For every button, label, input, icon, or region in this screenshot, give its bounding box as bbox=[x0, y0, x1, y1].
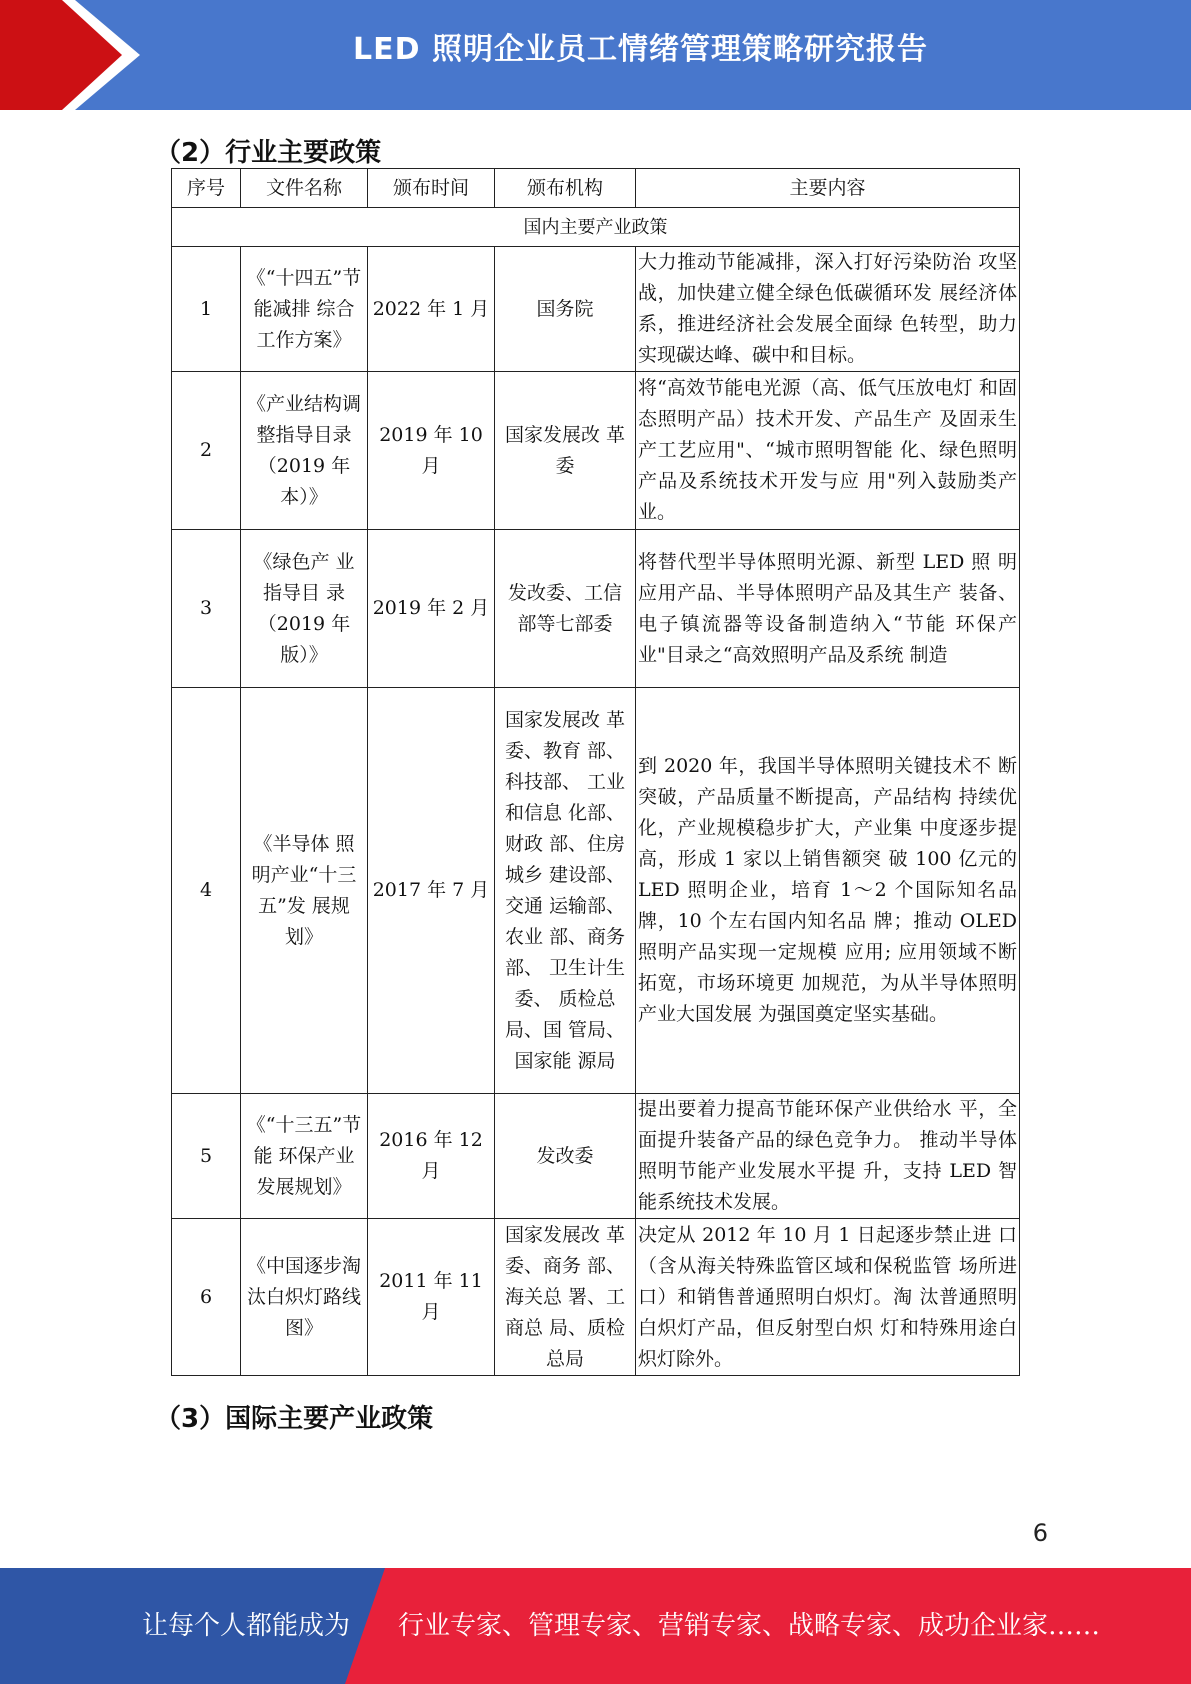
page-footer bbox=[0, 1568, 1191, 1684]
cell-no: 2 bbox=[172, 372, 241, 530]
page-header bbox=[0, 0, 1191, 110]
footer-slogan-left: 让每个人都能成为 bbox=[142, 1611, 351, 1641]
cell-date: 2011 年 11 月 bbox=[368, 1219, 495, 1376]
page-number: 6 bbox=[1032, 1519, 1048, 1547]
footer-slogan-right: 行业专家、管理专家、营销专家、战略专家、成功企业家…… bbox=[398, 1611, 1101, 1641]
cell-name: 《产业结构调整指导目录（2019 年本）》 bbox=[241, 372, 368, 530]
cell-org: 国家发展改 革委、商务 部、海关总 署、工商总 局、质检总局 bbox=[495, 1219, 636, 1376]
cell-org: 发改委 bbox=[495, 1094, 636, 1219]
cell-name: 《中国逐步淘汰白炽灯路线图》 bbox=[241, 1219, 368, 1376]
policy-table bbox=[171, 168, 1020, 1376]
cell-org: 国务院 bbox=[495, 247, 636, 372]
cell-no: 6 bbox=[172, 1219, 241, 1376]
section-heading-international-policy: （3）国际主要产业政策 bbox=[155, 1404, 434, 1434]
cell-name: 《“十三五”节能 环保产业 发展规划》 bbox=[241, 1094, 368, 1219]
header-org: 颁布机构 bbox=[495, 169, 636, 208]
cell-no: 5 bbox=[172, 1094, 241, 1219]
cell-date: 2019 年 2 月 bbox=[368, 530, 495, 688]
table-row bbox=[172, 688, 1020, 1094]
section-heading-industry-policy: （2）行业主要政策 bbox=[155, 138, 382, 168]
table-row bbox=[172, 247, 1020, 372]
cell-date: 2016 年 12 月 bbox=[368, 1094, 495, 1219]
report-title: LED 照明企业员工情绪管理策略研究报告 bbox=[353, 32, 928, 67]
cell-name: 《绿色产 业指导目 录（2019 年版）》 bbox=[241, 530, 368, 688]
cell-content: 提出要着力提高节能环保产业供给水 平，全面提升装备产品的绿色竞争力。 推动半导体照明节能产业发展水平提 升，支持 LED 智能系统技术发展。 bbox=[636, 1094, 1020, 1219]
cell-org: 国家发展改 革委、教育 部、科技部、 工业和信息 化部、财政 部、住房城乡 建设部、交通 运输部、农业 部、商务部、 卫生计生委、 质检总局、国 管局、国家能 源局 bbox=[495, 688, 636, 1094]
cell-org: 国家发展改 革委 bbox=[495, 372, 636, 530]
cell-name: 《“十四五”节能减排 综合工作方案》 bbox=[241, 247, 368, 372]
cell-content: 将替代型半导体照明光源、新型 LED 照 明应用产品、半导体照明产品及其生产 装备、电子镇流器等设备制造纳入“节能 环保产业"目录之“高效照明产品及系统 制造 bbox=[636, 530, 1020, 688]
cell-no: 1 bbox=[172, 247, 241, 372]
cell-content: 到 2020 年，我国半导体照明关键技术不 断突破，产品质量不断提高，产品结构 持续优化，产业规模稳步扩大，产业集 中度逐步提高，形成 1 家以上销售额突 破 100 亿元的 LED 照明企业，培育 1～2 个国际知名品牌，10 个左右国内知名品 牌；推动 OLED 照明产品实现一定规模 应用; 应用领域不断拓宽，市场环境更 加规范，为从半导体照明产业大国发展 为强国奠定坚实基础。 bbox=[636, 688, 1020, 1094]
header-name: 文件名称 bbox=[241, 169, 368, 208]
cell-content: 将“高效节能电光源（高、低气压放电灯 和固态照明产品）技术开发、产品生产 及固汞生产工艺应用"、“城市照明智能 化、绿色照明产品及系统技术开发与应 用"列入鼓励类产业。 bbox=[636, 372, 1020, 530]
cell-org: 发改委、工信部等七部委 bbox=[495, 530, 636, 688]
table-row bbox=[172, 530, 1020, 688]
cell-content: 决定从 2012 年 10 月 1 日起逐步禁止进 口（含从海关特殊监管区域和保税监管 场所进口）和销售普通照明白炽灯。淘 汰普通照明白炽灯产品，但反射型白炽 灯和特殊用途白炽灯除外。 bbox=[636, 1219, 1020, 1376]
cell-date: 2019 年 10 月 bbox=[368, 372, 495, 530]
chevron-logo-icon bbox=[0, 0, 150, 110]
group-title: 国内主要产业政策 bbox=[172, 208, 1020, 247]
table-row bbox=[172, 1219, 1020, 1376]
cell-date: 2017 年 7 月 bbox=[368, 688, 495, 1094]
cell-no: 4 bbox=[172, 688, 241, 1094]
table-row bbox=[172, 372, 1020, 530]
table-row bbox=[172, 1094, 1020, 1219]
cell-no: 3 bbox=[172, 530, 241, 688]
cell-name: 《半导体 照明产业“十三五”发 展规划》 bbox=[241, 688, 368, 1094]
table-header-row bbox=[172, 169, 1020, 208]
cell-content: 大力推动节能减排，深入打好污染防治 攻坚战，加快建立健全绿色低碳循环发 展经济体系，推进经济社会发展全面绿 色转型，助力实现碳达峰、碳中和目标。 bbox=[636, 247, 1020, 372]
cell-date: 2022 年 1 月 bbox=[368, 247, 495, 372]
header-no: 序号 bbox=[172, 169, 241, 208]
header-date: 颁布时间 bbox=[368, 169, 495, 208]
group-row-domestic bbox=[172, 208, 1020, 247]
header-content: 主要内容 bbox=[636, 169, 1020, 208]
